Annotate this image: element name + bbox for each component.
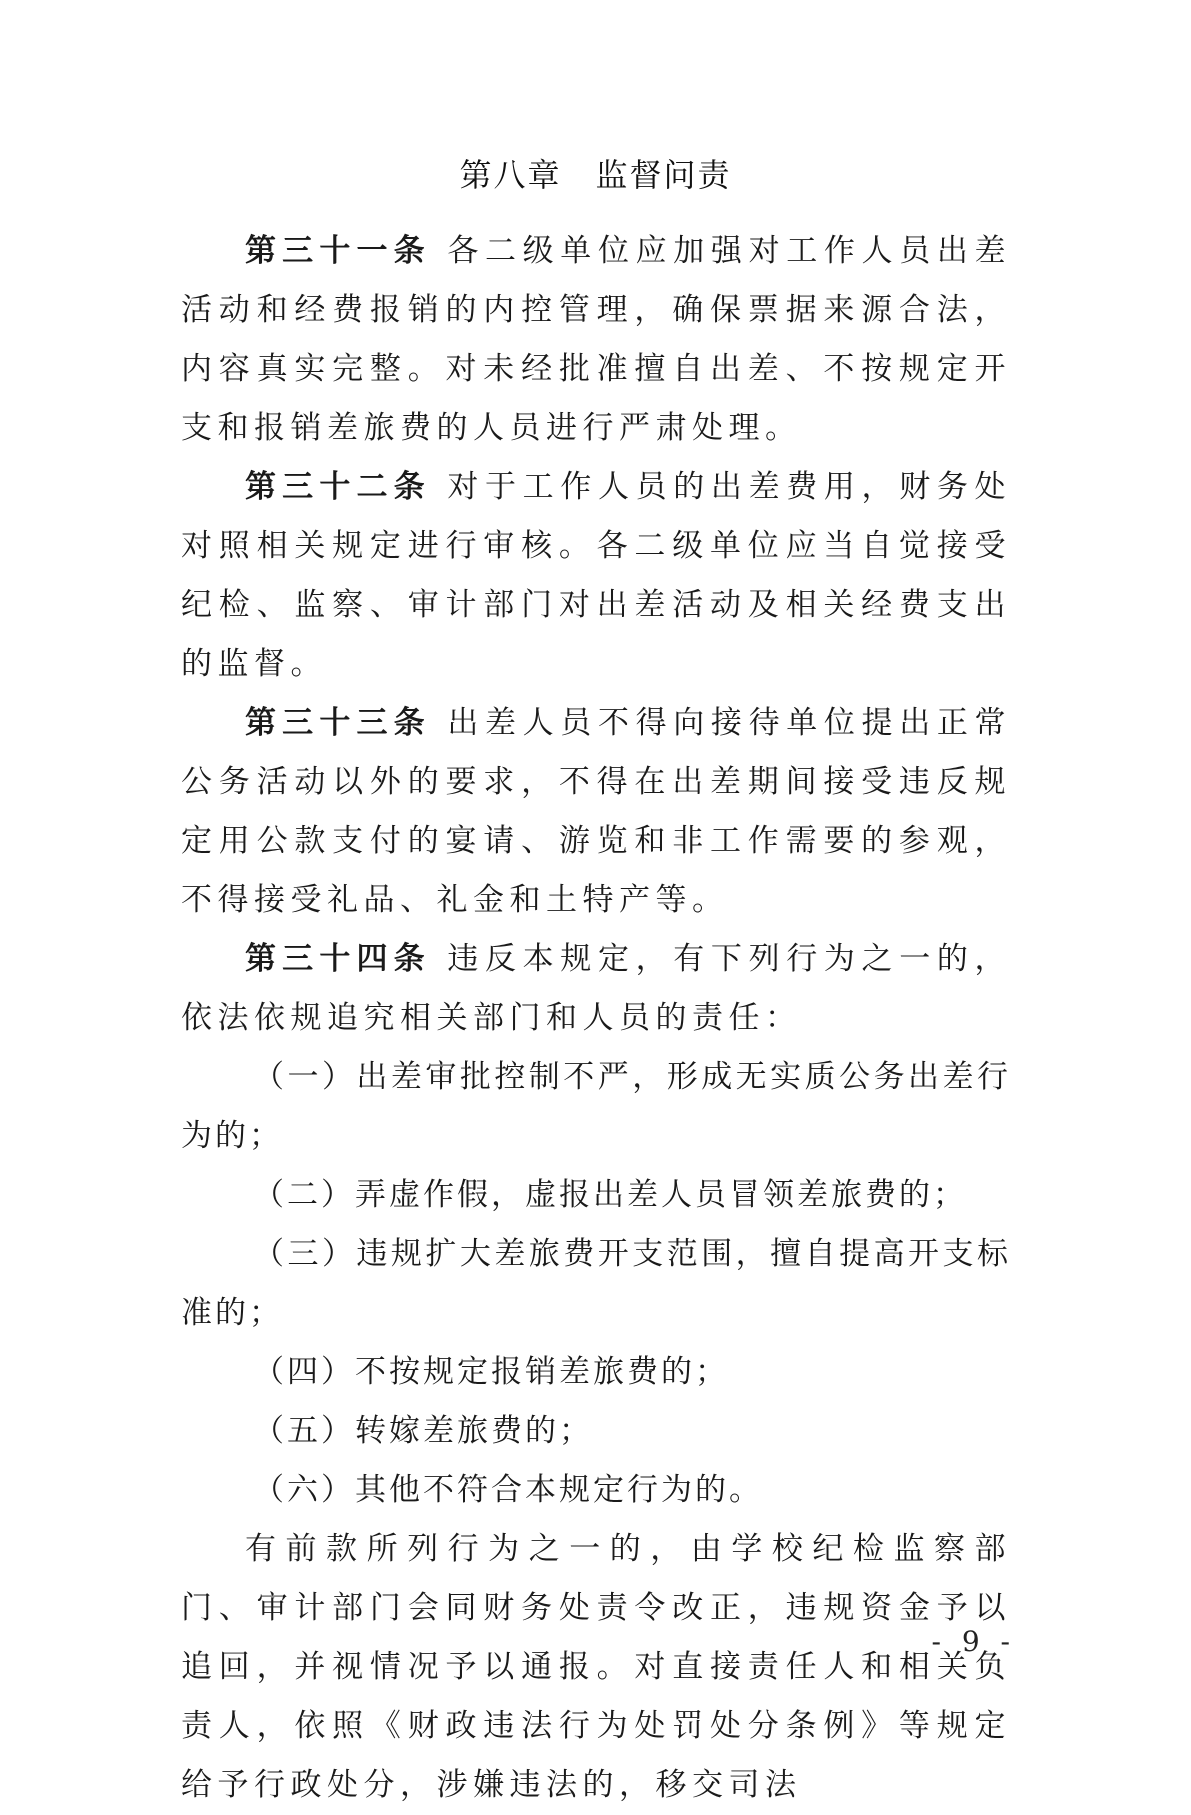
article-32: [181, 458, 1011, 694]
list-item: （六）其他不符合本规定行为的。: [253, 1472, 763, 1508]
article-33-number: 第三十三条: [245, 705, 431, 741]
chapter-title: 第八章 监督问责: [459, 156, 732, 194]
article-34-closing: 有前款所列行为之一的，由学校纪检监察部门、审计部门会同财务处责令改正，违规资金予以追回，并视情况予以通报。对直接责任人和相关负责人，依照《财政违法行为处罚处分条例》等规定给予行政处分，涉嫌违法的，移交司法: [181, 1531, 1011, 1803]
article-34-text: 违反本规定，有下列行为之一的，依法依规追究相关部门和人员的责任：: [181, 941, 1012, 1036]
list-item: （四）不按规定报销差旅费的；: [253, 1354, 729, 1390]
list-item: （五）转嫁差旅费的；: [253, 1413, 593, 1449]
body-text: [181, 222, 1011, 1815]
article-31: [181, 222, 1011, 458]
article-31-number: 第三十一条: [245, 233, 431, 269]
article-34: [181, 930, 1011, 1048]
list-item: （二）弄虚作假，虚报出差人员冒领差旅费的；: [253, 1177, 967, 1213]
page-number: - 9 -: [931, 1625, 1016, 1658]
article-32-text: 对于工作人员的出差费用，财务处对照相关规定进行审核。各二级单位应当自觉接受纪检、监察、审计部门对出差活动及相关经费支出的监督。: [181, 469, 1012, 682]
article-33-text: 出差人员不得向接待单位提出正常公务活动以外的要求，不得在出差期间接受违反规定用公款支付的宴请、游览和非工作需要的参观，不得接受礼品、礼金和土特产等。: [181, 705, 1012, 918]
list-item: （三）违规扩大差旅费开支范围，擅自提高开支标准的；: [181, 1236, 1011, 1331]
article-31-text: 各二级单位应加强对工作人员出差活动和经费报销的内控管理，确保票据来源合法，内容真实完整。对未经批准擅自出差、不按规定开支和报销差旅费的人员进行严肃处理。: [181, 233, 1012, 446]
article-33: [181, 694, 1011, 930]
list-item: （一）出差审批控制不严，形成无实质公务出差行为的；: [181, 1059, 1011, 1154]
article-32-number: 第三十二条: [245, 469, 431, 505]
article-34-number: 第三十四条: [245, 941, 431, 977]
